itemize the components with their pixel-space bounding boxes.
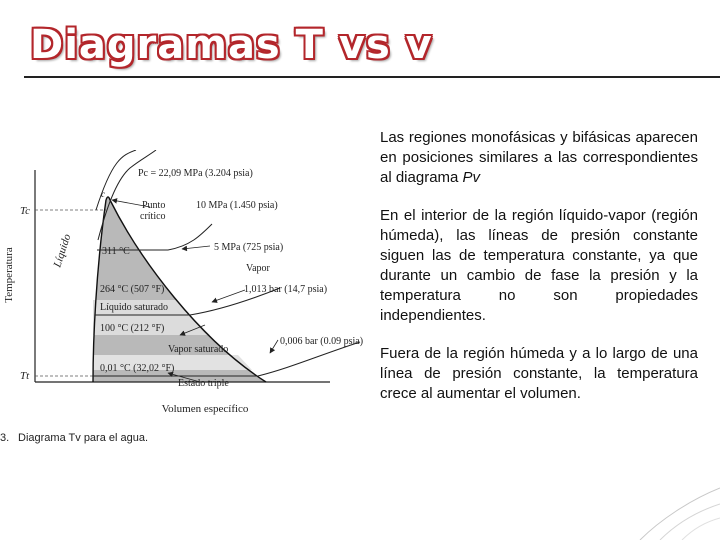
p10-label: 10 MPa (1.450 psia)	[196, 200, 278, 211]
t264-label: 264 °C (507 °F)	[100, 284, 165, 295]
x-axis-label: Volumen específico	[161, 403, 249, 415]
sat-vapor-label: Vapor saturado	[168, 344, 229, 355]
triple-label: Estado triple	[178, 378, 229, 389]
paragraph-2: En el interior de la región líquido-vapor (región húmeda), las líneas de presión constante siguen las de temperatura constante, ya que durante un cambio de fase la presión y la temperatura no son propiedades independientes.	[380, 207, 698, 324]
liquid-label: Líquido	[51, 232, 74, 269]
tv-diagram	[0, 150, 372, 450]
tick-tt: Tt	[20, 370, 30, 382]
critical-label-2: crítico	[140, 211, 166, 222]
critical-label-1: Punto	[142, 200, 166, 211]
t001-label: 0,01 °C (32,02 °F)	[100, 363, 175, 374]
p1013-label: 1,013 bar (14,7 psia)	[244, 284, 328, 295]
slide-title: Diagramas T vs v	[30, 22, 433, 68]
title-underline	[24, 76, 720, 78]
y-axis-label: Temperatura	[3, 247, 15, 303]
vapor-label: Vapor	[246, 263, 270, 274]
critical-point-marker: c	[101, 189, 105, 199]
p0006-label: 0,006 bar (0.09 psia)	[280, 336, 364, 347]
t311-label: 311 °C	[102, 246, 130, 257]
t100-label: 100 °C (212 °F)	[100, 323, 165, 334]
figure-caption: Diagrama Tv para el agua.	[18, 432, 149, 444]
paragraph-3: Fuera de la región húmeda y a lo largo de una línea de presión constante, la temperatura crece al aumentar el volumen.	[380, 345, 698, 402]
corner-decoration	[630, 470, 720, 540]
body-text	[380, 128, 698, 422]
sat-liquid-label: Líquido saturado	[100, 302, 169, 313]
p5-label: 5 MPa (725 psia)	[214, 242, 284, 253]
paragraph-1: Las regiones monofásicas y bifásicas aparecen en posiciones similares a las correspondientes al diagrama Pv	[380, 129, 698, 186]
pc-label: Pc = 22,09 MPa (3.204 psia)	[138, 168, 253, 179]
tick-tc: Tc	[20, 205, 30, 217]
pv-italic: Pv	[462, 169, 481, 186]
figure-caption-prefix: 3.	[0, 432, 10, 444]
